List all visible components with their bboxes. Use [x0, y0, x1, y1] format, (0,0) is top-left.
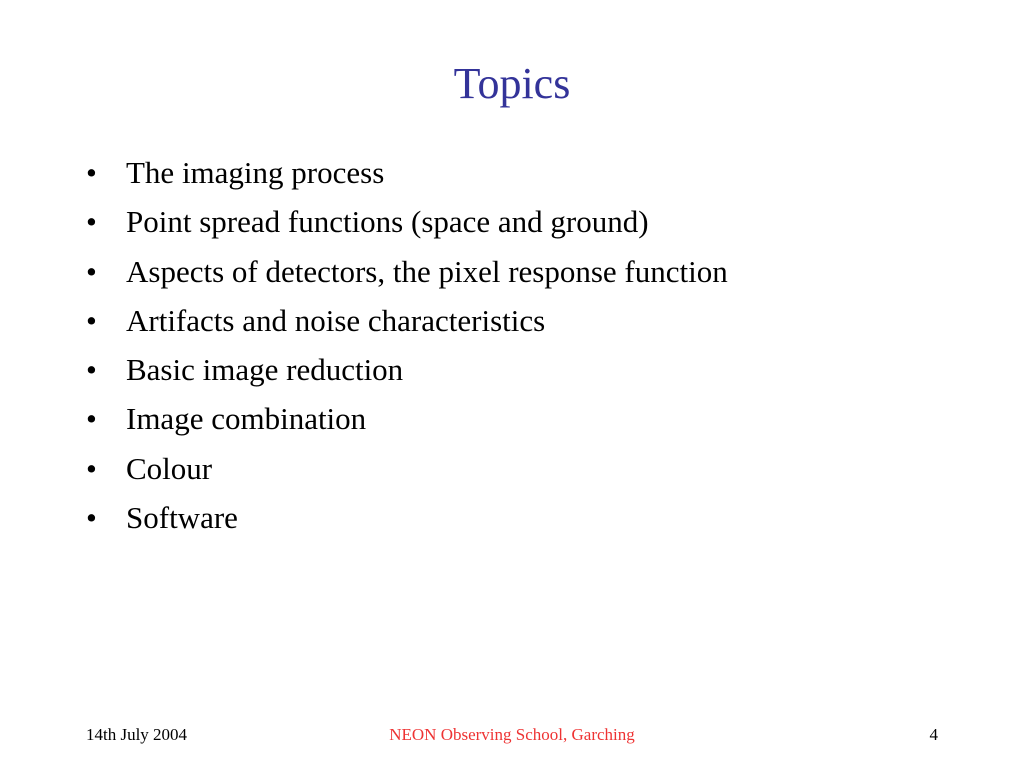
slide-title: Topics — [453, 59, 571, 108]
bullet-icon: • — [86, 500, 97, 536]
topic-item — [86, 345, 946, 394]
slide-number: 4 — [929, 725, 938, 744]
footer-event: NEON Observing School, Garching — [389, 725, 635, 744]
topic-item — [86, 148, 946, 197]
topic-item — [86, 444, 946, 493]
topic-text: Colour — [126, 450, 213, 486]
topic-text: Artifacts and noise characteristics — [126, 302, 546, 338]
topic-text: Aspects of detectors, the pixel response function — [126, 253, 728, 289]
topic-text: Image combination — [126, 401, 367, 437]
bullet-icon: • — [86, 155, 97, 190]
topic-text: Software — [126, 500, 238, 536]
topic-item — [86, 493, 946, 542]
topic-item — [86, 197, 946, 246]
bullet-icon: • — [86, 302, 97, 338]
bullet-icon: • — [86, 450, 97, 486]
topic-text: The imaging process — [126, 155, 385, 190]
footer-date: 14th July 2004 — [86, 725, 188, 744]
topic-list — [86, 148, 946, 542]
topic-item — [86, 247, 946, 296]
bullet-icon: • — [86, 401, 97, 437]
topic-text: Point spread functions (space and ground) — [126, 204, 649, 240]
bullet-icon: • — [86, 253, 97, 289]
bullet-icon: • — [86, 352, 97, 388]
topic-item — [86, 296, 946, 345]
bullet-icon: • — [86, 204, 97, 240]
topic-text: Basic image reduction — [126, 352, 404, 388]
topic-item — [86, 394, 946, 443]
